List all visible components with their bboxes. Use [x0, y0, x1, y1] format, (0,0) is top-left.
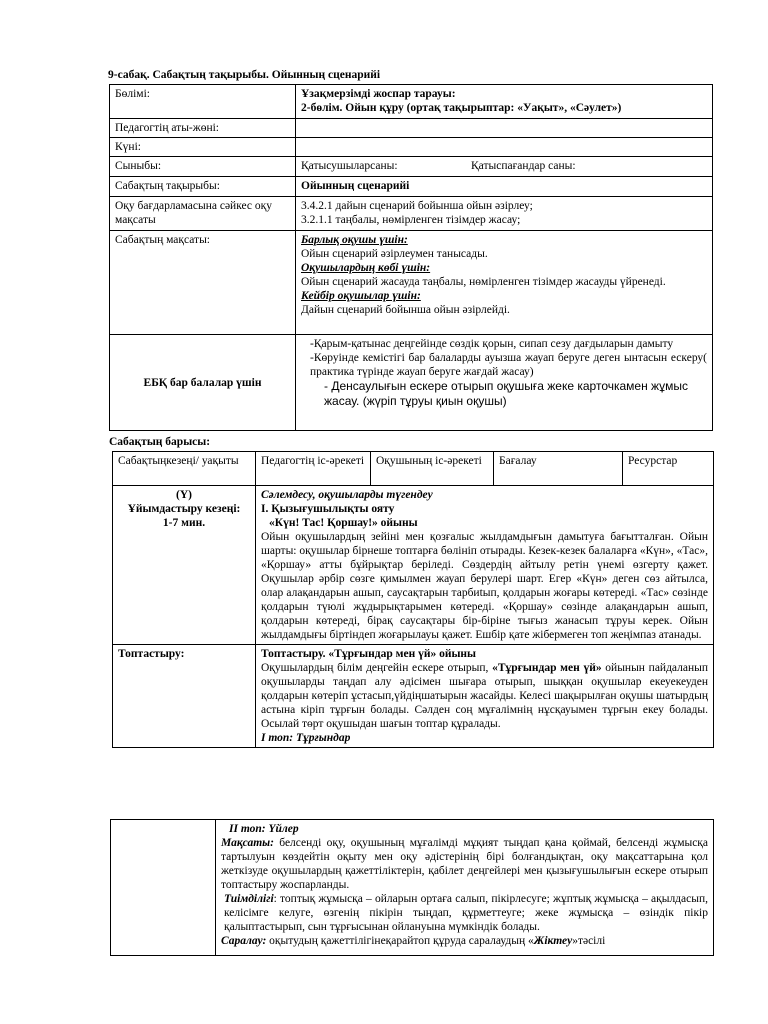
stage-name: Ұйымдастыру кезеңі:: [127, 503, 241, 515]
differentiation-term: Жіктеу: [533, 935, 573, 947]
absent-label: Қатыспағандар саны:: [471, 160, 576, 172]
stage-organization-content: [256, 486, 714, 645]
header-assessment: Бағалау: [494, 452, 623, 486]
stage-mark: (Ү): [176, 489, 192, 501]
group-2-name: ІІ топ: Үйлер: [229, 823, 299, 835]
goal-most-heading: Оқушылардың көбі үшін:: [301, 262, 431, 274]
teacher-label: Педагогтің аты-жөні:: [110, 119, 296, 138]
section-label: Бөлімі:: [110, 85, 296, 119]
group-1-name: І топ: Тұрғындар: [261, 732, 351, 744]
header-stage: Сабақтыңкезеңі/ уақыты: [113, 452, 256, 486]
long-term-plan-title: Ұзақмерзімді жоспар тарауы:: [301, 88, 456, 100]
efficiency-paragraph: [221, 892, 708, 934]
page-title: 9-сабақ. Сабақтың тақырыбы. Ойынның сценарийі: [108, 69, 381, 81]
attendance-cell: [296, 157, 713, 177]
differentiation-heading: Саралау:: [221, 935, 267, 947]
sen-label: ЕБҚ бар балалар үшін: [110, 335, 296, 431]
goal-label: Сабақтың мақсаты:: [110, 231, 296, 335]
goal-value: [296, 231, 713, 335]
continuation-content: [216, 820, 714, 956]
header-student: Оқушының іс-әрекеті: [371, 452, 494, 486]
efficiency-text: : топтық жұмысқа – ойларын ортаға салып, пікірлесуге; жұптық жұмысқа – ақылдасып, келісімге келуге, өзгенің пікірін тыңдап, құрметтеуге; жеке жұмысқа – өзіндік пікір қалыптастырып, сын тұрғысынан ойлануына мүмкіндік болады.: [224, 893, 708, 933]
grouping-text: [261, 661, 708, 731]
objective-item: 3.4.2.1 дайын сценарий бойынша ойын әзірлеу;: [301, 200, 533, 212]
date-label: Күні:: [110, 138, 296, 157]
interest-heading: І. Қызығушылықты ояту: [261, 503, 395, 515]
stage-grouping: Топтастыру:: [113, 645, 256, 748]
section-name: 2-бөлім. Ойын құру (ортақ тақырыптар: «Уақыт», «Сәулет»): [301, 102, 622, 114]
present-label: Қатысушыларсаны:: [301, 160, 398, 172]
section-value: [296, 85, 713, 119]
objective-value: [296, 197, 713, 231]
objective-item: 3.2.1.1 таңбалы, нөмірленген тізімдер жасау;: [301, 214, 521, 226]
game-text: Ойын оқушылардың зейіні мен қозғалыс жылдамдығын дамытуға бағытталған. Ойын шарты: оқушылар бірнеше топтарға бөлініп отырады. Кезек-кезек балаларға «Күн», «Тас», «Қоршау» атты бұйрықтар беріледі. Сөздердің айтылу ретін үнемі өзгерту қажет. Оқушылар әрбір сөзге қимылмен жауап берулері шарт. Егер «Күн» деген сөз айтылса, олар алақандарын ашып, саусақтарын тарбиtып, қолдарын жоғары көтереді. «Тас» сөзінде қолдарын түюлі жұдырықтарымен көтереді. «Қоршау» сөзінде алақандарын ашып, қолдарын көтереді, бірақ саусақтары бір-біріне тығыз жанасып тұруы керек. Ойын жылдамдығы біртіндеп жоғарылауы қажет. Ешбір қате жібермеген топ жеңімпаз атанады.: [261, 531, 708, 641]
sen-item: -Қарым-қатынас деңгейінде сөздік қорын, сипап сезу дағдыларын дамыту: [310, 338, 674, 350]
greeting-line: Сәлемдесу, оқушыларды түгендеу: [261, 489, 433, 501]
sen-item: - Денсаулығын ескере отырып оқушыға жеке карточкамен жұмыс жасау. (жүріп тұруы қиын оқушы): [324, 379, 688, 408]
game-heading: «Күн! Тас! Қоршау!» ойыны: [269, 517, 418, 529]
lesson-flow-heading: Сабақтың барысы:: [109, 436, 211, 448]
stage-time: 1-7 мин.: [162, 517, 206, 529]
goal-some-heading: Кейбір оқушылар үшін:: [301, 290, 421, 302]
stage-organization: [113, 486, 256, 645]
sen-item: -Көруінде кемістігі бар балаларды ауызша жауап беруге деген ынтасын ескеру( практика түрінде жауап беруге жағдай жасау): [310, 352, 707, 378]
teacher-value: [296, 119, 713, 138]
lesson-flow-table: [112, 451, 714, 748]
differentiation-end: »тәсілі: [572, 935, 606, 947]
stage-grouping-content: [256, 645, 714, 748]
grouping-game-name: «Тұрғындар мен үй»: [492, 662, 602, 674]
aim-text: белсенді оқу, оқушының мұғалімді мұқият тыңдап қана қоймай, белсенді жұмысқа тартылуын көздейтін оқыту мен оқу әдістерінің бірі болғандықтан, оқу мақсаттарына қол жеткізуде оқушылардың қажеттіліктерін, қабілет деңгейлері мен қызығушылығын ескере отырып топтастыру жоспарланды.: [221, 837, 708, 891]
continuation-stage-cell: [111, 820, 216, 956]
class-label: Сыныбы:: [110, 157, 296, 177]
header-resources: Ресурстар: [623, 452, 714, 486]
differentiation-text: оқытудың қажеттілігінеқарайтоп құруда саралаудың «: [266, 935, 534, 947]
sen-value: [296, 335, 713, 431]
goal-some-text: Дайын сценарий бойынша ойын әзірлейді.: [301, 304, 510, 316]
topic-label: Сабақтың тақырыбы:: [110, 177, 296, 197]
objective-label: Оқу бағдарламасына сәйкес оқу мақсаты: [110, 197, 296, 231]
date-value: [296, 138, 713, 157]
goal-all-heading: Барлық оқушы үшін:: [301, 234, 408, 246]
grouping-heading: Топтастыру. «Тұрғындар мен үй» ойыны: [261, 648, 477, 660]
efficiency-heading: Тиімділігі: [224, 893, 274, 905]
grouping-text-c: ойынын пайдаланып оқушыларды таңдап алу әдісімен шығара отырып, шыққан оқушылар екеуекеуден қолдарын көтеріп ұстасып,үйдіңшатырын жасайды. Келесі шақырылған оқушы шатырдың астына кіріп тұрғын болады. Сәлден соң мұғалімнің нұсқауымен тұрғын екеу болады. Осылай төрт оқушыдан шағын топтар құралады.: [261, 662, 709, 730]
continuation-table: [110, 819, 714, 956]
grouping-text-a: Оқушылардың білім деңгейін ескере отырып,: [261, 662, 489, 674]
topic-value: Ойынның сценарийі: [296, 177, 713, 197]
aim-paragraph: [221, 836, 708, 892]
goal-all-text: Ойын сценарий әзірлеумен танысады.: [301, 248, 488, 260]
goal-most-text: Ойын сценарий жасауда таңбалы, нөмірленген тізімдер жасауды үйренеді.: [301, 276, 666, 288]
aim-heading: Мақсаты:: [221, 837, 274, 849]
lesson-info-table: [109, 84, 713, 431]
differentiation-paragraph: [221, 934, 708, 948]
header-teacher: Педагогтің іс-әрекеті: [256, 452, 371, 486]
